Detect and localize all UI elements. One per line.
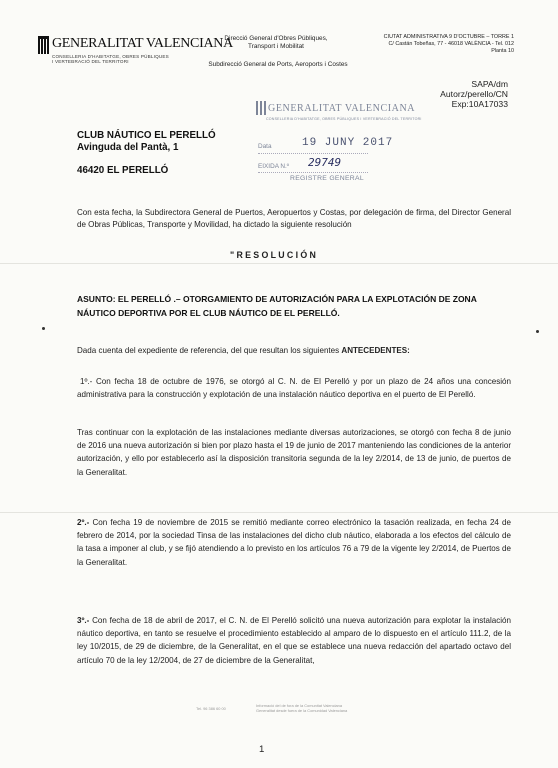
stamp-exit-label: EIXIDA N.º	[258, 163, 290, 170]
antecedent-2: 2º.- Con fecha 19 de noviembre de 2015 se remitió mediante correo electrónico la tasación realizada, en fecha 24 de febrero de 2014, por la sociedad Tinsa de las instalaciones del dicho club náutico, elaborada a los efectos del cálculo de la tasa a imponer al club, y se fijó atendiendo a lo previsto en los artículos 76 a 79 de la vigente ley 2/2014, de Puertos de la Generalitat.	[77, 518, 511, 567]
office-address: CIUTAT ADMINISTRATIVA 9 D'OCTUBRE – TORRE 1 C/ Castán Tobeñas, 77 - 46018 VALÈNCIA - Tel. 012 Planta 10	[383, 34, 514, 54]
coat-of-arms-icon	[38, 36, 50, 54]
antecedentes-label: ANTECEDENTES:	[341, 346, 410, 355]
intro-paragraph: Con esta fecha, la Subdirectora General de Puertos, Aeropuertos y Costas, por delegación de firma, del Director General de Obras Públicas, Transporte y Movilidad, ha dictado la siguiente resolución	[77, 208, 511, 230]
registry-stamp	[256, 99, 422, 189]
stamp-emblem-icon	[256, 101, 266, 115]
subdirectorate: Subdirecció General de Ports, Aeroports i Costes	[208, 61, 348, 68]
fold-line	[0, 263, 558, 264]
stamp-title: GENERALITAT VALENCIANA	[268, 103, 416, 114]
antecedent-3: 3º.- Con fecha de 18 de abril de 2017, el C. N. de El Perelló solicitó una nueva autorización para explotar la instalación náutico deportiva, en tanto se resuelve el procedimiento establecido al amparo de lo dispuesto en el artículo 111.2, de la ley 10/2015, de 29 de diciembre, de la Generalitat, en el que se establece una nueva redacción del apartado octavo del artículo 70 de la ley 12/2004, de 27 de diciembre de la Generalitat,	[77, 616, 511, 665]
recipient-address	[77, 130, 216, 177]
stamp-register: REGISTRE GENERAL	[290, 175, 364, 182]
stamp-divider	[258, 153, 368, 154]
recipient-name: CLUB NÁUTICO EL PERELLÓ	[77, 130, 216, 141]
generalitat-logo	[38, 34, 233, 74]
stamp-date-label: Data	[258, 143, 272, 150]
recipient-city: 46420 EL PERELLÓ	[77, 165, 169, 176]
resolution-heading: "RESOLUCIÓN	[230, 250, 319, 260]
stamp-date: 19 JUNY 2017	[302, 137, 394, 149]
document-page: GENERALITAT VALENCIANA CONSELLERIA D'HABITATGE, OBRES PÚBLIQUES I VERTEBRACIÓ DEL TERRITORI Direcció General d'Obres Públiques, Transport i Mobilitat Subdirecció General de Ports, Aeroports i Costes CIUTAT ADMINISTRATIVA 9 D'OCTUBRE – TORRE 1 C/ Castán Tobeñas, 77 - 46018 VALÈNCIA - Tel. 012 Planta 10 SAPA/dm Autorz/perello/CN Exp:10A17033 CLUB NÁUTICO EL PERELLÓ Avinguda del Pantà, 1 46420 EL PERELLÓ GENERALITAT VALENCIANA CONSELLERIA D'HABITATGE, OBRES PÚBLIQUES I VERTEBRACIÓ DEL TERRITORI Data 19 JUNY 2017 EIXIDA N.º 29749 REGISTRE GENERAL Con esta fecha, la Subdirectora General de Puertos, Aeropuertos y Costas, por delegación de firma, del Director General de Obras Públicas, Transporte y Movilidad, ha dictado la siguiente resolución "RESOLUCIÓN ASUNTO: EL PERELLÓ .– OTORGAMIENTO DE AUTORIZACIÓN PARA LA EXPLOTACIÓN DE ZONA NÁUTICO DEPORTIVA POR EL CLUB NÁUTICO DE EL PERELLÓ. Dada cuenta del expediente de referencia, del que resultan los siguientes ANTECEDENTES: 1º.- Con fecha 18 de octubre de 1976, se otorgó al C. N. de El Perelló y por un plazo de 24 años una concesión administrativa para la construcción y explotación de una instalación náutico deportiva en el puerto de El Perelló. Tras continuar con la explotación de las instalaciones mediante diversas autorizaciones, se otorgó con fecha 8 de junio de 2016 una nueva autorización si bien por plazo hasta el 19 de junio de 2017 manteniendo las condiciones de la anterior autorización, y ello por establecerlo así la disposición transitoria segunda de la ley 2/2014, de 13 de junio, de puertos de la Generalitat. 2º.- Con fecha 19 de noviembre de 2015 se remitió mediante correo electrónico la tasación realizada, en fecha 24 de febrero de 2014, por la sociedad Tinsa de las instalaciones del dicho club náutico, elaborada a los efectos del cálculo de la tasa a imponer al club, y se fijó atendiendo a lo previsto en los artículos 76 a 79 de la vigente ley 2/2014, de Puertos de la Generalitat. 3º.- Con fecha de 18 de abril de 2017, el C. N. de El Perelló solicitó una nueva autorización para explotar la instalación náutico deportiva, en tanto se resuelve el procedimiento establecido al amparo de lo dispuesto en el artículo 111.2, de la ley 10/2015, de 29 de diciembre, de la Generalitat, en el que se establece una nueva redacción del apartado octavo del artículo 70 de la ley 12/2004, de 27 de diciembre de la Generalitat, Tel. 96 386 60 00 Informació del de fora de la Comunitat Valenciana Generalitat desde fuera de la Comunidad Valenciana 1	[0, 0, 558, 768]
subject-heading: ASUNTO: EL PERELLÓ .– OTORGAMIENTO DE AUTORIZACIÓN PARA LA EXPLOTACIÓN DE ZONA NÁUTICO DEPORTIVA POR EL CLUB NÁUTICO DE EL PERELLÓ.	[77, 294, 477, 319]
logo-title: GENERALITAT VALENCIANA	[52, 36, 233, 51]
punch-mark	[42, 327, 45, 330]
antecedent-number: 3º.-	[77, 616, 90, 625]
antecedent-1-continuation: Tras continuar con la explotación de las instalaciones mediante diversas autorizaciones, se otorgó con fecha 8 de junio de 2016 una nueva autorización si bien por plazo hasta el 19 de junio de 2017 manteniendo las condiciones de la anterior autorización, y ello por establecerlo así la disposición transitoria segunda de la ley 2/2014, de 13 de junio, de puertos de la Generalitat.	[77, 428, 511, 477]
stamp-exit-number: 29749	[308, 156, 342, 169]
antecedent-number: 2º.-	[77, 518, 90, 527]
recipient-street: Avinguda del Pantà, 1	[77, 141, 179, 153]
page-number: 1	[259, 744, 265, 755]
reference-codes: SAPA/dm Autorz/perello/CN Exp:10A17033	[440, 79, 508, 109]
logo-subtitle: CONSELLERIA D'HABITATGE, OBRES PÚBLIQUES I VERTEBRACIÓ DEL TERRITORI	[52, 54, 169, 65]
antecedent-1: 1º.- Con fecha 18 de octubre de 1976, se otorgó al C. N. de El Perelló y por un plazo de 24 años una concesión administrativa para la construcción y explotación de una instalación náutico deportiva en el puerto de El Perelló.	[77, 377, 511, 400]
fold-line	[0, 512, 558, 513]
antecedentes-intro: Dada cuenta del expediente de referencia, del que resultan los siguientes ANTECEDENTES:	[77, 346, 410, 355]
stamp-divider	[258, 172, 368, 173]
stamp-subtitle: CONSELLERIA D'HABITATGE, OBRES PÚBLIQUES I VERTEBRACIÓ DEL TERRITORI	[266, 117, 422, 121]
footer-phone: Tel. 96 386 60 00	[196, 706, 226, 711]
punch-mark	[536, 330, 539, 333]
directorate: Direcció General d'Obres Públiques, Transport i Mobilitat	[224, 35, 328, 50]
antecedent-number: 1º.-	[80, 377, 93, 386]
